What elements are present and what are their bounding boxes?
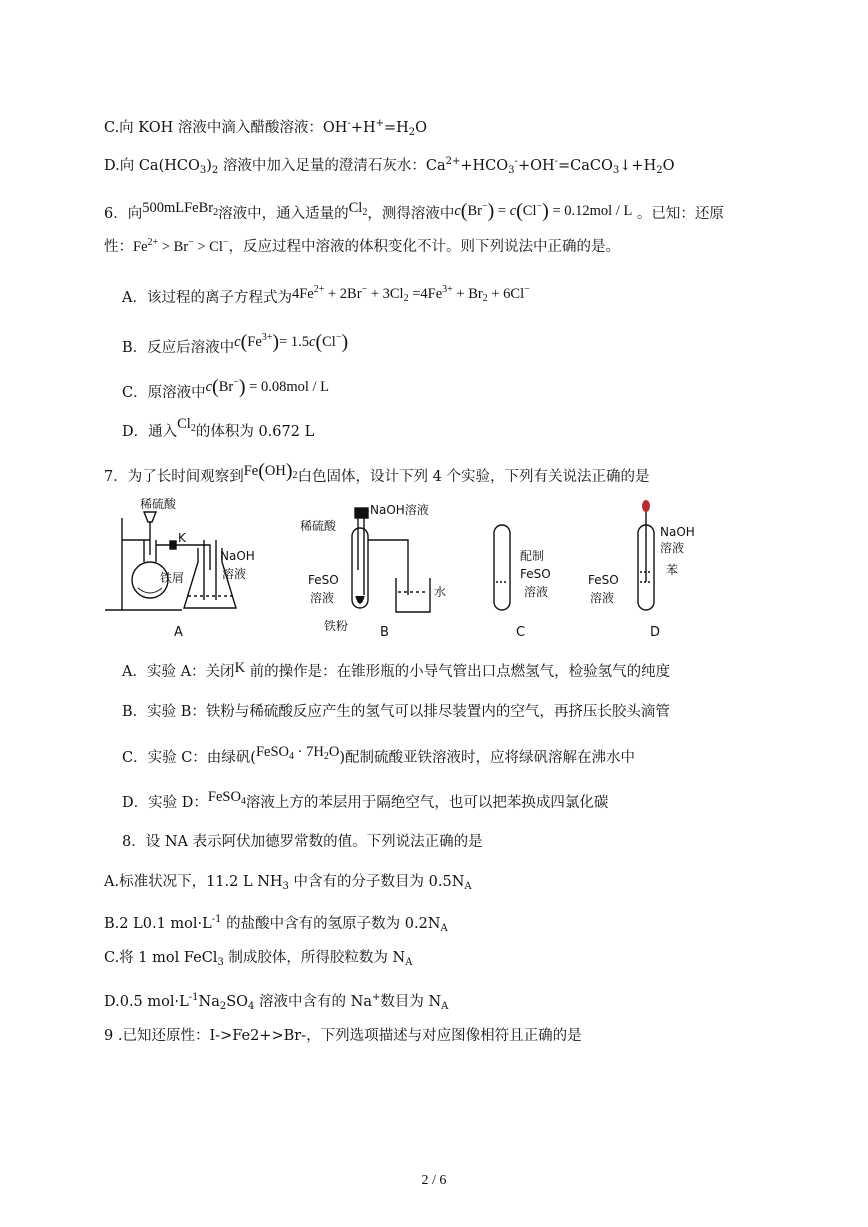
c-test-tube [494, 525, 510, 610]
b-label-solution: 溶液 [310, 591, 335, 605]
q8-option-d: D.0.5 $mol\cdot L^{-1}Na_2SO_4$ 溶液中含有的 Na+数目为 $N_A$ [104, 992, 449, 1012]
a-label-acid: 稀硫酸 [140, 497, 177, 511]
a-funnel [144, 512, 156, 522]
c-label-prepare: 配制 [520, 549, 545, 563]
d-label-solution2: 溶液 [590, 591, 615, 605]
q6-stem-line1: 6．向500mLFeBr$_2$溶液中，通入适量的$Cl_2$，测得溶液中c(Br−) = c(Cl−) = 0.12mol / L 。已知：还原 [104, 200, 724, 222]
a-clamp-k [170, 541, 176, 549]
q7-stem: 7．为了长时间观察到$Fe(OH)_2$白色固体，设计下列 4 个实验，下列有关说法正确的是 [104, 460, 650, 485]
b-label-iron: 铁粉 [324, 619, 349, 633]
q6-option-b: B．反应后溶液中$c(Fe^{3+})= 1.5c(Cl^-)$ [122, 331, 349, 356]
q7-option-c: C．实验 C：由绿矾(FeSO$_4$ · $7H_2O$)配制硫酸亚铁溶液时，应将绿矾溶解在沸水中 [122, 744, 635, 766]
a-label-iron: 铁屑 [160, 571, 185, 585]
b-label-feso4: FeSO [308, 573, 339, 587]
b-label-water: 水 [434, 585, 447, 599]
d-label-naoh: NaOH [660, 525, 695, 539]
a-tube [156, 545, 210, 570]
q9-stem: 9 .已知还原性：I->Fe2+>Br-，下列选项描述与对应图像相符且正确的是 [104, 1028, 582, 1044]
apparatus-diagram [100, 497, 695, 650]
d-label-feso4: FeSO [588, 573, 619, 587]
q7-option-d: D．实验 D：FeSO$_4$溶液上方的苯层用于隔绝空气，也可以把苯换成四氯化碳 [122, 789, 609, 811]
page-number: 2 / 6 [421, 1173, 447, 1188]
b-bulb-1 [355, 508, 361, 518]
a-label-letter: A [174, 625, 183, 640]
b-label-letter: B [380, 625, 389, 640]
b-beaker [396, 578, 430, 612]
a-flask-liquid [138, 588, 162, 593]
q5-option-c: C.向 KOH 溶液中滴入醋酸溶液：$OH^-+H^+=H_2O$ [104, 118, 428, 138]
q6-option-d: D．通入$Cl_2$的体积为 0.672 L [122, 416, 315, 440]
q8-option-a: A.标准状况下，11.2 L $NH_3$ 中含有的分子数目为 $0.5N_A$ [104, 874, 472, 892]
c-label-letter: C [516, 625, 526, 640]
b-label-acid: 稀硫酸 [300, 519, 337, 533]
b-iron-powder [356, 596, 364, 603]
b-label-naoh: NaOH溶液 [370, 503, 429, 517]
a-label-k: K [178, 531, 186, 545]
q8-option-c: C.将 1 mol FeCl$_3$ 制成胶体，所得胶粒数为 $N_A$ [104, 950, 413, 968]
q6-option-c: C．原溶液中c(Br−) = 0.08mol / L [122, 376, 330, 401]
a-label-naoh: NaOH [220, 549, 255, 563]
q6-option-a: A．该过程的离子方程式为$4Fe^{2+} + 2Br^- + 3Cl_2 =4Fe^{3+} + Br_2 + 6Cl^-$ [122, 284, 530, 306]
d-label-benzene: 苯 [666, 563, 679, 577]
c-label-feso4: FeSO [520, 567, 551, 581]
q5-option-d: D.向 $Ca(HCO_3)_2$ 溶液中加入足量的澄清石灰水：$Ca^{2+}+HCO_3^-+OH^-=CaCO_3↓+H_2O$ [104, 156, 675, 176]
a-label-solution: 溶液 [222, 567, 247, 581]
d-label-letter: D [650, 625, 661, 640]
c-label-solution: 溶液 [524, 585, 549, 599]
q8-stem: 8．设 NA 表示阿伏加德罗常数的值。下列说法正确的是 [122, 834, 483, 850]
q8-option-b: B.2 L0.1 $mol\cdot L^{-1}$ 的盐酸中含有的氢原子数为 $0.2N_A$ [104, 914, 448, 934]
q7-option-a: A．实验 A：关闭K 前的操作是：在锥形瓶的小导气管出口点燃氢气，检验氢气的纯度 [122, 660, 671, 680]
q7-apparatus-figure [100, 497, 695, 650]
q7-option-b: B．实验 B：铁粉与稀硫酸反应产生的氢气可以排尽装置内的空气，再挤压长胶头滴管 [122, 704, 670, 720]
b-outlet-tube [368, 540, 408, 595]
b-bulb-2 [362, 508, 368, 518]
d-label-solution1: 溶液 [660, 541, 685, 555]
q6-stem-line2: 性：$Fe^{2+} > Br^- > Cl^-$，反应过程中溶液的体积变化不计。则下列说法中正确的是。 [104, 237, 620, 255]
d-dropper-bulb [642, 500, 650, 512]
